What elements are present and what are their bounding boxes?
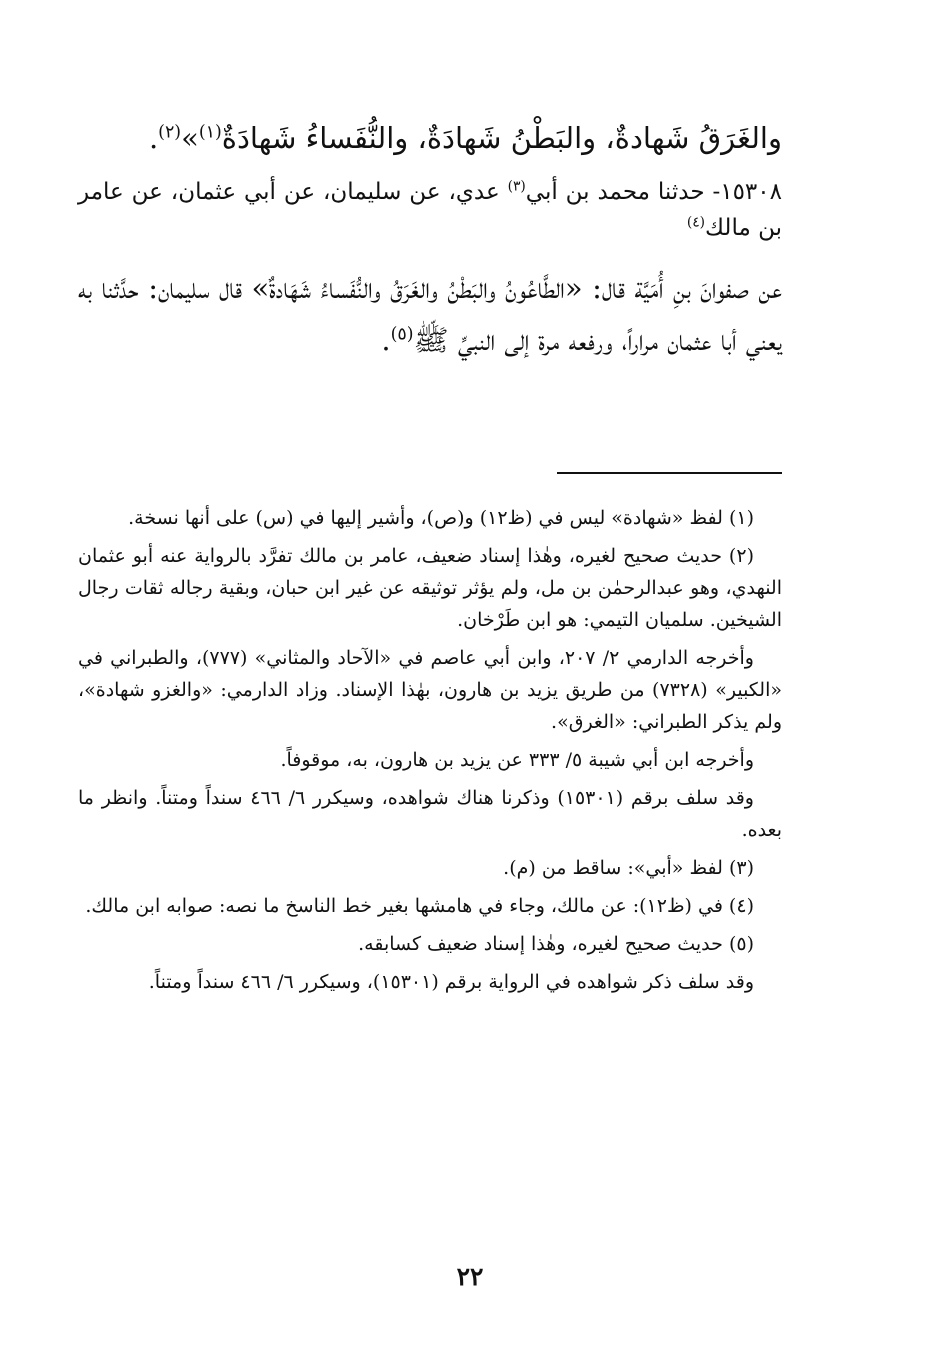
page-number: ٢٢ bbox=[456, 1262, 484, 1291]
footnote: (٥) حديث صحيح لغيره، وهٰذا إسناد ضعيف كسابقه. bbox=[358, 933, 754, 955]
footnote-ref-2: (٢) bbox=[158, 122, 182, 143]
footnote: وأخرجه الدارمي ٢/ ٢٠٧، وابن أبي عاصم في «الآحاد والمثاني» (٧٧٧)، والطبراني في «الكبير» (٧٣٢٨) من طريق يزيد بن هارون، بهٰذا الإسناد. وزاد الدارمي: «والغزو شهادة»، ولم يذكر الطبراني: «الغرق». bbox=[78, 647, 782, 733]
footnote: (٣) لفظ «أبي»: ساقط من (م). bbox=[503, 857, 754, 879]
footnote-separator bbox=[557, 472, 782, 474]
footnotes bbox=[78, 502, 782, 1004]
hadith-matn-text: عن صفوانَ بنِ أُمَيَّة قال: «الطَّاعُونُ والبَطْنُ والغَرَقُ والنُّفَساءُ شَهَادةٌ» قال سليمان: حدَّثنا به يعني أبا عثمان مراراً، ورفعه مرة إلى النبيِّ ﷺ bbox=[78, 271, 782, 357]
main-text bbox=[78, 112, 782, 366]
footnote: (١) لفظ «شهادة» ليس في (ظ١٢) و(ص)، وأشير إليها في (س) على أنها نسخة. bbox=[128, 507, 754, 529]
period: . bbox=[381, 323, 391, 357]
hadith-isnad bbox=[78, 174, 782, 246]
footnote: وقد سلف ذكر شواهده في الرواية برقم (١٥٣٠١)، وسيكرر ٦/ ٤٦٦ سنداً ومتناً. bbox=[148, 971, 754, 993]
footnote-ref-4: (٤) bbox=[686, 214, 706, 231]
footnote: وأخرجه ابن أبي شيبة ٥/ ٣٣٣ عن يزيد بن هارون، به، موقوفاً. bbox=[280, 749, 754, 771]
footnote-ref-1: (١) bbox=[198, 122, 222, 143]
quote-close: » bbox=[181, 121, 199, 155]
footnote: (٤) في (ظ١٢): عن مالك، وجاء في هامشها بغير خط الناسخ ما نصه: صوابه ابن مالك. bbox=[85, 895, 754, 917]
hadith-continuation-text: والغَرَقُ شَهادةٌ، والبَطْنُ شَهادَةٌ، والنُّفَساءُ شَهادَةٌ bbox=[221, 121, 782, 155]
footnote: وقد سلف برقم (١٥٣٠١) وذكرنا هناك شواهده، وسيكرر ٦/ ٤٦٦ سنداً ومتناً. وانظر ما بعده. bbox=[78, 787, 782, 841]
period: . bbox=[148, 121, 159, 155]
footnote-ref-5: (٥) bbox=[390, 324, 414, 345]
footnote: (٢) حديث صحيح لغيره، وهٰذا إسناد ضعيف، عامر بن مالك تفرَّد بالرواية عنه أبو عثمان النهدي، وهو عبدالرحمٰن بن مل، ولم يؤثر توثيقه عن غير ابن حبان، وبقية رجاله ثقات رجال الشيخين. سلميان التيمي: هو ابن طَرْخان. bbox=[78, 545, 782, 631]
hadith-continuation bbox=[78, 112, 782, 164]
hadith-isnad-text-2: عدي، عن سليمان، عن أبي عثمان، عن عامر بن مالك bbox=[78, 179, 782, 241]
hadith-matn bbox=[78, 262, 782, 366]
footnote-ref-3: (٣) bbox=[507, 178, 526, 195]
hadith-isnad-text: ١٥٣٠٨- حدثنا محمد بن أبي bbox=[525, 179, 782, 205]
